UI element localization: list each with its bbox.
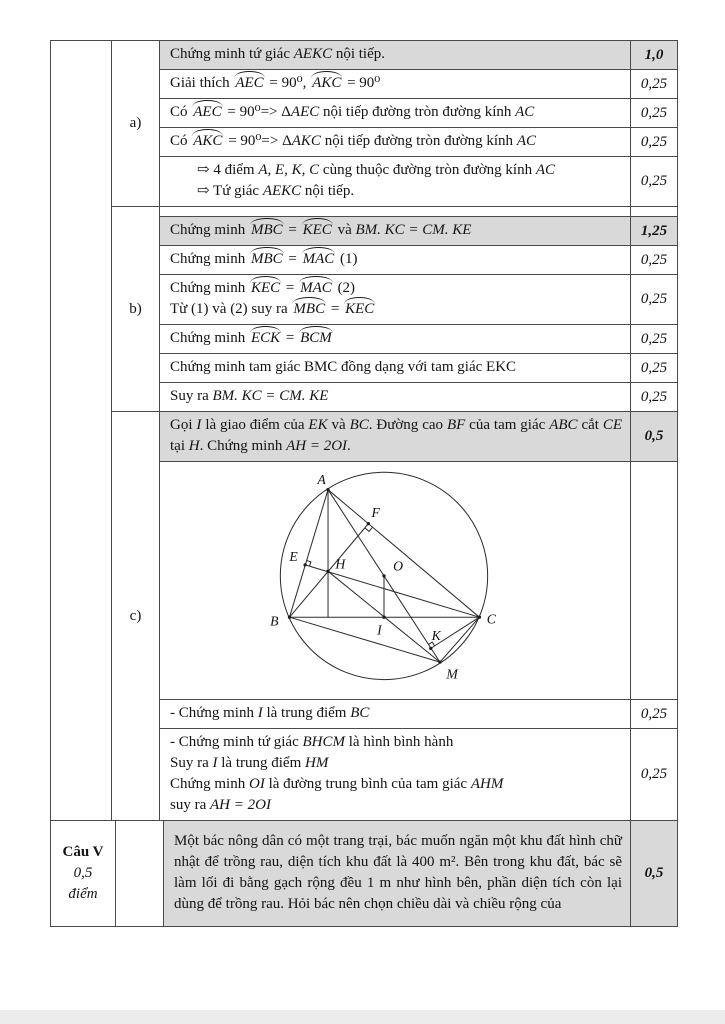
figure-label-C: C: [486, 611, 496, 627]
figure-row-score-cell-empty: [630, 462, 677, 699]
section-b: [112, 207, 677, 412]
score-cell: 0,25: [630, 128, 677, 156]
point-O: [382, 574, 385, 577]
rubric-row: [160, 70, 677, 99]
rubric-text-line: ⇨ Tứ giác AEKC nội tiếp.: [197, 183, 355, 199]
rubric-content-cell: [160, 354, 630, 382]
score-cell: 0,5: [630, 412, 677, 461]
score-cell: 0,25: [630, 383, 677, 411]
rubric-content-cell: [164, 821, 630, 926]
rubric-text-line: Một bác nông dân có một trang trại, bác muốn ngăn một khu đất hình chữ nhật để trồng rau, diện tích khu đất là 400 m². Bên trong khu đất, bác sẽ làm lối đi bằng gạch rộng đều 1 m như hình bên, phần diện tích còn lại dùng để trồng rau. Hỏi bác nên chọn chiều dài và chiều rộng của: [174, 833, 622, 912]
rubric-row: [160, 412, 677, 462]
rubric-row: [160, 383, 677, 411]
rubric-row: [160, 217, 677, 246]
cau-v-content-rows: [164, 821, 677, 926]
score-cell: 0,25: [630, 275, 677, 324]
rubric-text-line: Chứng minh OI là đường trung bình của tam giác AHM: [170, 776, 504, 792]
rubric-row: [160, 99, 677, 128]
point-F: [367, 522, 370, 525]
rubric-text-line: Chứng minh MBC = KEC và BM. KC = CM. KE: [170, 220, 622, 241]
rubric-text-line: Có AEC = 90⁰=> ΔAEC nội tiếp đường tròn đường kính AC: [170, 102, 622, 123]
geometry-figure-row: [160, 462, 677, 700]
section-a-rows-wrap: [160, 41, 677, 206]
rubric-text-line: Chứng minh MBC = MAC (1): [170, 249, 622, 270]
segment-CE-altitude: [305, 565, 479, 617]
point-H: [326, 570, 329, 573]
rubric-row: [160, 700, 677, 729]
rubric-text-line: Chứng minh KEC = MAC (2): [170, 278, 622, 299]
rubric-text-line: Chứng minh tứ giác AEKC nội tiếp.: [170, 46, 386, 62]
rubric-content-cell: [160, 729, 630, 820]
rubric-row: [160, 275, 677, 325]
rubric-row: [160, 729, 677, 820]
section-a-rows: [160, 41, 677, 206]
rubric-text-line: Giải thích AEC = 90⁰, AKC = 90⁰: [170, 73, 622, 94]
rubric-content-cell: [160, 325, 630, 353]
score-cell: 1,25: [630, 217, 677, 245]
point-I: [382, 616, 385, 619]
rubric-upper-rows: [51, 41, 677, 821]
section-a: [112, 41, 677, 207]
rubric-row: [160, 354, 677, 383]
section-b-rows-wrap: [160, 207, 677, 411]
rubric-content-cell: [160, 207, 630, 216]
rubric-row: [160, 41, 677, 70]
rubric-table: [50, 40, 678, 927]
score-cell: 0,25: [630, 354, 677, 382]
score-cell: 1,0: [630, 41, 677, 69]
question-column-empty-cell: [51, 41, 112, 820]
rubric-row: [160, 246, 677, 275]
rubric-text-line: Có AKC = 90⁰=> ΔAKC nội tiếp đường tròn đường kính AC: [170, 131, 622, 152]
figure-label-O: O: [393, 558, 404, 574]
score-cell: 0,25: [630, 99, 677, 127]
score-cell: 0,5: [630, 821, 677, 926]
rubric-text-line: suy ra AH = 2OI: [170, 797, 271, 813]
figure-label-B: B: [270, 613, 279, 629]
rubric-content-cell: [160, 157, 630, 206]
rubric-content-cell: [160, 217, 630, 245]
section-a-label: a): [112, 41, 160, 206]
geometry-figure-cell: [160, 462, 630, 699]
point-A: [326, 488, 329, 491]
section-c-rows: [160, 412, 677, 820]
figure-label-K: K: [431, 628, 441, 644]
rubric-content-cell: [160, 246, 630, 274]
figure-label-E: E: [289, 549, 298, 565]
figure-label-H: H: [335, 556, 346, 572]
rubric-content-cell: [160, 412, 630, 461]
segment-AC: [328, 490, 479, 618]
rubric-text-line: Chứng minh ECK = BCM: [170, 328, 622, 349]
score-cell: 0,25: [630, 246, 677, 274]
segment-CM: [440, 617, 479, 662]
right-angle-mark-F: [365, 527, 373, 531]
score-cell: 0,25: [630, 325, 677, 353]
cau-v-title: Câu V: [62, 844, 104, 860]
rubric-text-line: Suy ra BM. KC = CM. KE: [170, 388, 329, 404]
circle-geometry-diagram: [242, 464, 548, 697]
section-b-rows: [160, 207, 677, 411]
cau-v-label-cell: [51, 821, 116, 926]
rubric-content-cell: [160, 41, 630, 69]
point-E: [303, 563, 306, 566]
sections-stack: [112, 41, 677, 820]
rubric-text-line: Chứng minh tam giác BMC đồng dạng với tam giác EKC: [170, 359, 517, 375]
section-c: [112, 412, 677, 820]
rubric-text-line: Suy ra I là trung điểm HM: [170, 755, 329, 771]
point-M: [438, 660, 441, 663]
cau-v-points-value: 0,5: [73, 865, 93, 881]
rubric-text-line: ⇨ 4 điểm A, E, K, C cùng thuộc đường tròn đường kính AC: [197, 162, 556, 178]
point-B: [288, 616, 291, 619]
rubric-row: [164, 821, 677, 926]
cau-v-points-word: điểm: [68, 886, 98, 902]
section-c-header-wrap: [160, 412, 677, 462]
figure-label-F: F: [371, 505, 380, 521]
rubric-text-line: Gọi I là giao điểm của EK và BC. Đường cao BF của tam giác ABC cắt CE tại H. Chứng minh AH = 2OI.: [170, 417, 623, 454]
page-bottom-shadow: [0, 1010, 725, 1024]
rubric-content-cell: [160, 128, 630, 156]
score-cell: 0,25: [630, 157, 677, 206]
score-cell: 0,25: [630, 70, 677, 98]
score-cell: 0,25: [630, 700, 677, 728]
figure-label-M: M: [446, 666, 458, 682]
rubric-row: [160, 157, 677, 206]
rubric-content-cell: [160, 70, 630, 98]
segment-BM: [290, 617, 440, 662]
section-c-proof-rows-wrap: [160, 700, 677, 820]
spacer-row: [160, 207, 677, 217]
rubric-content-cell: [160, 383, 630, 411]
section-c-label: c): [112, 412, 160, 820]
cau-v-empty-subcolumn: [116, 821, 164, 926]
figure-label-I: I: [377, 622, 382, 638]
rubric-text-line: Từ (1) và (2) suy ra MBC = KEC: [170, 299, 622, 320]
point-K: [429, 647, 432, 650]
score-cell: [630, 207, 677, 216]
figure-label-A: A: [317, 472, 326, 488]
rubric-content-cell: [160, 700, 630, 728]
score-cell: 0,25: [630, 729, 677, 820]
rubric-content-cell: [160, 99, 630, 127]
rubric-row: [160, 325, 677, 354]
rubric-text-line: - Chứng minh I là trung điểm BC: [170, 705, 370, 721]
rubric-text-line: - Chứng minh tứ giác BHCM là hình bình hành: [170, 734, 454, 750]
section-b-label: b): [112, 207, 160, 411]
rubric-row: [160, 128, 677, 157]
section-cau-v: [51, 821, 677, 926]
point-C: [478, 616, 481, 619]
rubric-content-cell: [160, 275, 630, 324]
